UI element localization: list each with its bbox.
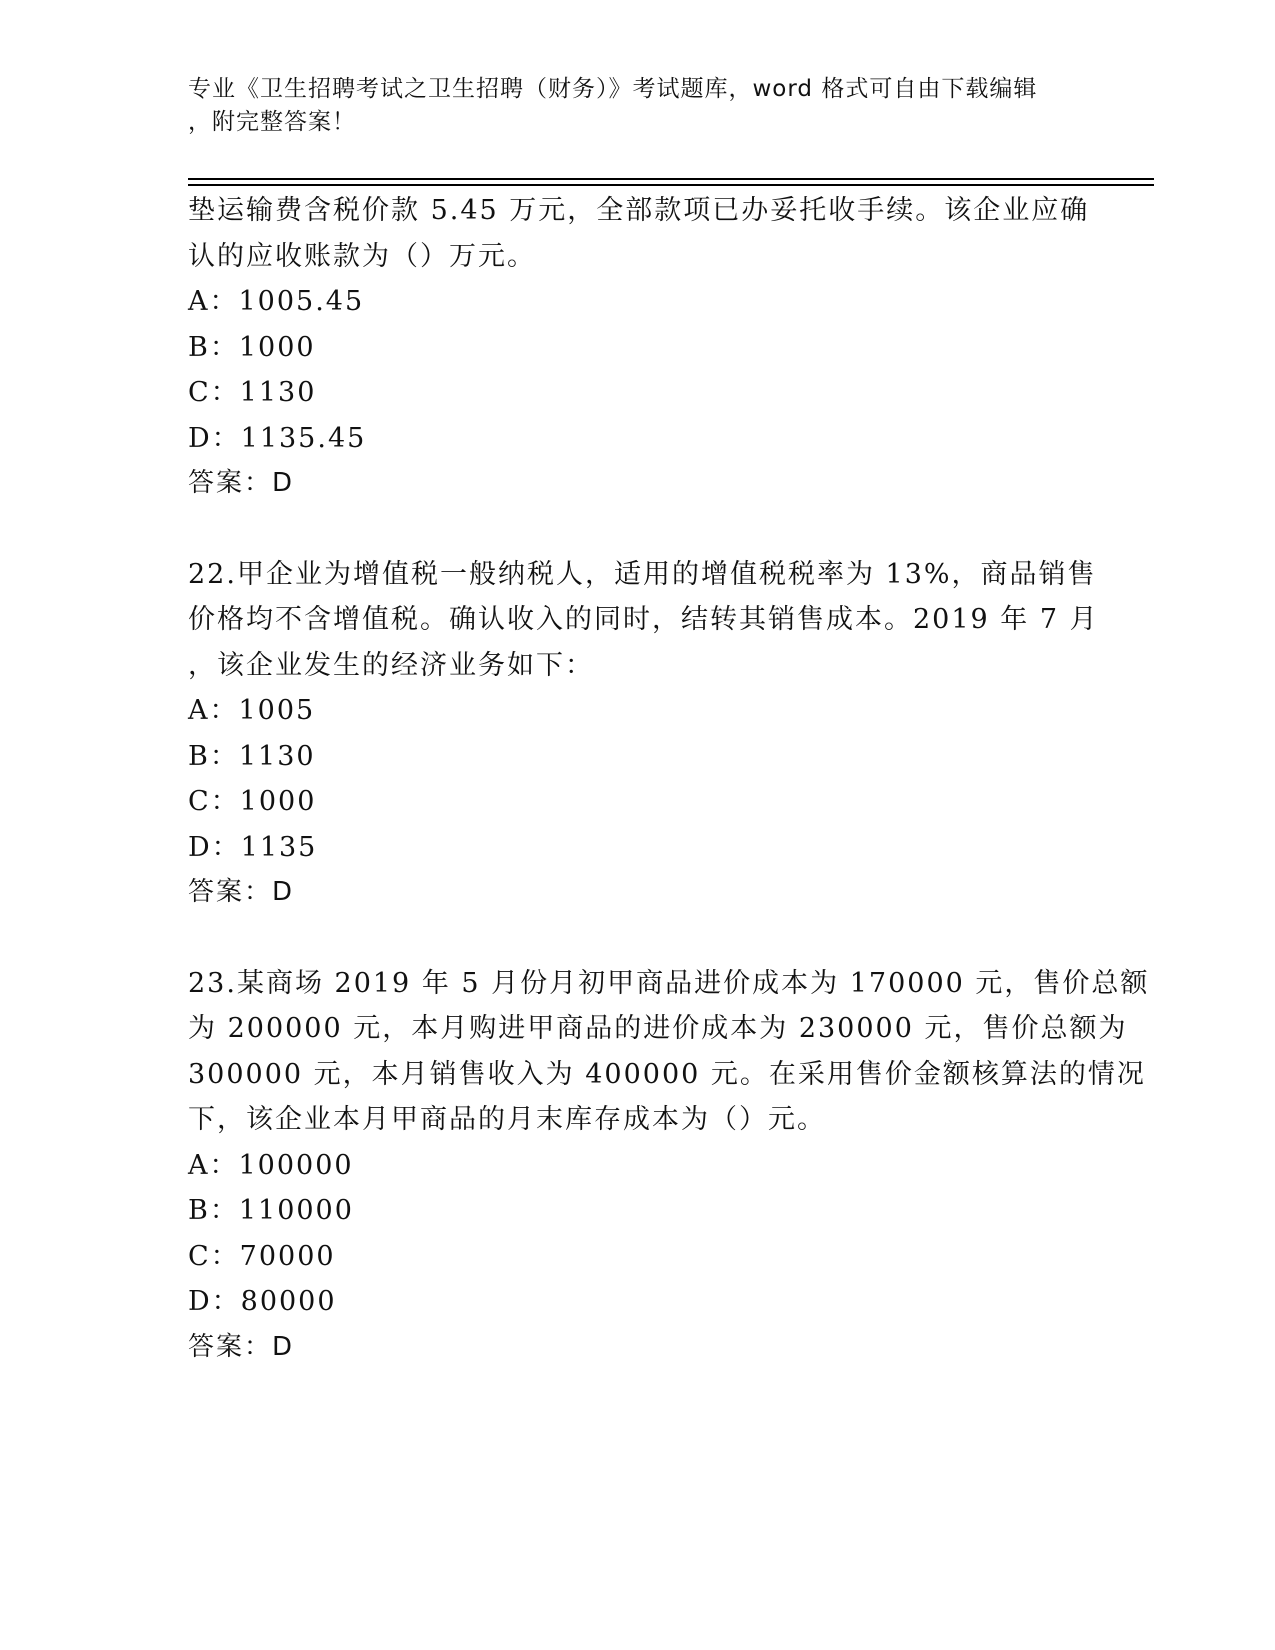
option-d: D：1135.45 [188,422,367,454]
option-c: C：1000 [188,786,317,817]
option-b: B：1130 [188,740,316,772]
question-text: 价格均不含增值税。确认收入的同时，结转其销售成本。2019 年 7 月 [188,604,1099,635]
spacer [188,916,1088,961]
answer: 答案：D [188,877,295,907]
question-text: 认的应收账款为（）万元。 [188,240,536,272]
question-21 [188,188,1088,507]
question-23 [188,961,1150,1371]
option-b: B：1000 [188,331,316,363]
question-text: 300000 元，本月销售收入为 400000 元。在采用售价金额核算法的情况 [188,1058,1146,1090]
question-text: 为 200000 元，本月购进甲商品的进价成本为 230000 元，售价总额为 [188,1013,1128,1044]
option-c: C：1130 [188,377,317,408]
question-text: 垫运输费含税价款 5.45 万元，全部款项已办妥托收手续。该企业应确 [188,195,1090,226]
document-header [188,73,1068,139]
answer: 答案：D [188,468,295,498]
question-list [188,188,1150,1370]
header-divider-bottom [188,184,1154,186]
question-text: 22.甲企业为增值税一般纳税人，适用的增值税税率为 13%，商品销售 [188,558,1097,590]
option-a: A：100000 [188,1149,354,1181]
question-text: ，该企业发生的经济业务如下： [188,649,594,681]
option-a: A：1005 [188,695,316,726]
answer: 答案：D [188,1331,295,1362]
header-divider-top [188,178,1154,180]
header-line-1: 专业《卫生招聘考试之卫生招聘（财务）》考试题库，word 格式可自由下载编辑 [188,76,1038,102]
header-line-2: ，附完整答案！ [188,109,356,135]
spacer [188,507,1088,552]
option-d: D：1135 [188,831,318,863]
question-text: 下，该企业本月甲商品的月末库存成本为（）元。 [188,1104,826,1135]
question-text: 23.某商场 2019 年 5 月份月初甲商品进价成本为 170000 元，售价总额 [188,967,1150,999]
option-c: C：70000 [188,1240,336,1272]
option-b: B：110000 [188,1195,354,1226]
option-a: A：1005.45 [188,286,365,317]
question-22 [188,552,1099,916]
option-d: D：80000 [188,1286,337,1317]
